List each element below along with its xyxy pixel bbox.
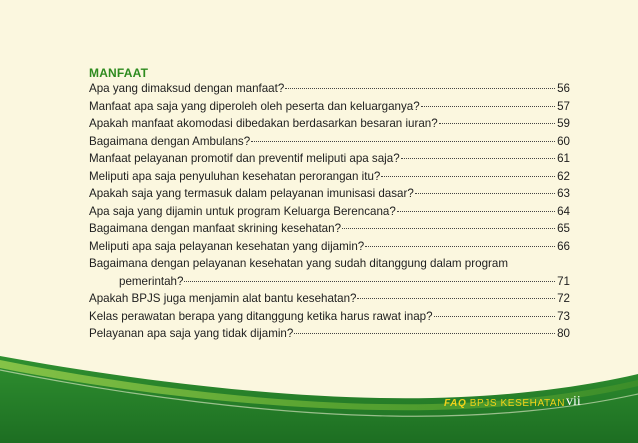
toc-entry[interactable] — [89, 115, 570, 133]
toc-entry-page: 73 — [557, 309, 570, 323]
toc-dot-leader — [285, 88, 555, 89]
footer-wave-graphic — [0, 350, 638, 443]
toc-entry-page: 71 — [557, 274, 570, 288]
toc-entry-page: 66 — [557, 239, 570, 253]
toc-dot-leader — [381, 176, 555, 177]
toc-entry-page: 64 — [557, 204, 570, 218]
toc-entry-title: Apakah BPJS juga menjamin alat bantu kesehatan? — [89, 292, 357, 305]
toc-dot-leader — [357, 298, 555, 299]
toc-entry-title: Meliputi apa saja penyuluhan kesehatan perorangan itu? — [89, 169, 381, 183]
toc-entry-page: 57 — [557, 99, 570, 113]
toc-dot-leader — [184, 281, 555, 282]
toc-entry-title: Apa yang dimaksud dengan manfaat? — [89, 82, 285, 95]
toc-entry[interactable] — [89, 203, 570, 221]
toc-dot-leader — [421, 106, 555, 107]
toc-entry-page: 60 — [557, 134, 570, 148]
toc-entry[interactable] — [89, 133, 570, 151]
toc-entry-page: 72 — [557, 292, 570, 305]
toc-entry-title: Pelayanan apa saja yang tidak dijamin? — [89, 327, 294, 340]
toc-entry-page: 62 — [557, 169, 570, 183]
toc-entry[interactable] — [89, 325, 570, 343]
toc-dot-leader — [342, 228, 555, 229]
page-number: vii — [566, 394, 581, 409]
toc-entry[interactable] — [89, 98, 570, 116]
toc-dot-leader — [401, 158, 555, 159]
toc-entry-title: Bagaimana dengan pelayanan kesehatan yang sudah ditanggung dalam program — [89, 257, 508, 270]
toc-entry[interactable] — [89, 80, 570, 98]
toc-entry-continuation[interactable] — [89, 273, 570, 291]
toc-entry[interactable] — [89, 150, 570, 168]
toc-dot-leader — [415, 193, 555, 194]
toc-entry-page: 56 — [557, 82, 570, 95]
toc-entry-title: Apakah manfaat akomodasi dibedakan berdasarkan besaran iuran? — [89, 117, 438, 130]
toc-entry-title: Bagaimana dengan manfaat skrining kesehatan? — [89, 222, 342, 235]
toc-entry-title: Manfaat pelayanan promotif dan preventif meliputi apa saja? — [89, 152, 400, 165]
toc-entry-title: Bagaimana dengan Ambulans? — [89, 134, 251, 148]
toc-entry-page: 65 — [557, 222, 570, 235]
toc-entry-page: 63 — [557, 187, 570, 200]
toc-dot-leader — [365, 246, 555, 247]
table-of-contents — [89, 80, 570, 343]
toc-entry[interactable] — [89, 238, 570, 256]
footer-wave-band — [0, 350, 638, 443]
toc-entry-page: 59 — [557, 117, 570, 130]
toc-dot-leader — [397, 211, 555, 212]
toc-entry[interactable] — [89, 185, 570, 203]
toc-dot-leader — [439, 123, 555, 124]
toc-dot-leader — [251, 141, 555, 142]
footer-label-faq: FAQ — [444, 398, 467, 409]
toc-entry-page: 61 — [557, 152, 570, 165]
toc-entry-title: Apa saja yang dijamin untuk program Keluarga Berencana? — [89, 204, 396, 218]
section-heading: MANFAAT — [89, 66, 149, 80]
toc-entry-title: Apakah saja yang termasuk dalam pelayanan imunisasi dasar? — [89, 187, 414, 200]
toc-entry[interactable] — [89, 290, 570, 308]
footer-label-bpjs: BPJS KESEHATAN — [469, 398, 566, 409]
toc-dot-leader — [434, 316, 556, 317]
toc-entry-title: pemerintah? — [119, 274, 184, 288]
toc-entry[interactable] — [89, 255, 570, 273]
toc-entry[interactable] — [89, 168, 570, 186]
footer-publication-label — [444, 398, 565, 409]
toc-entry-title: Kelas perawatan berapa yang ditanggung ketika harus rawat inap? — [89, 309, 433, 323]
toc-entry-title: Manfaat apa saja yang diperoleh oleh peserta dan keluarganya? — [89, 99, 420, 113]
toc-entry-page: 80 — [557, 327, 570, 340]
toc-entry[interactable] — [89, 220, 570, 238]
toc-entry[interactable] — [89, 308, 570, 326]
toc-entry-title: Meliputi apa saja pelayanan kesehatan yang dijamin? — [89, 239, 365, 253]
toc-dot-leader — [294, 333, 555, 334]
